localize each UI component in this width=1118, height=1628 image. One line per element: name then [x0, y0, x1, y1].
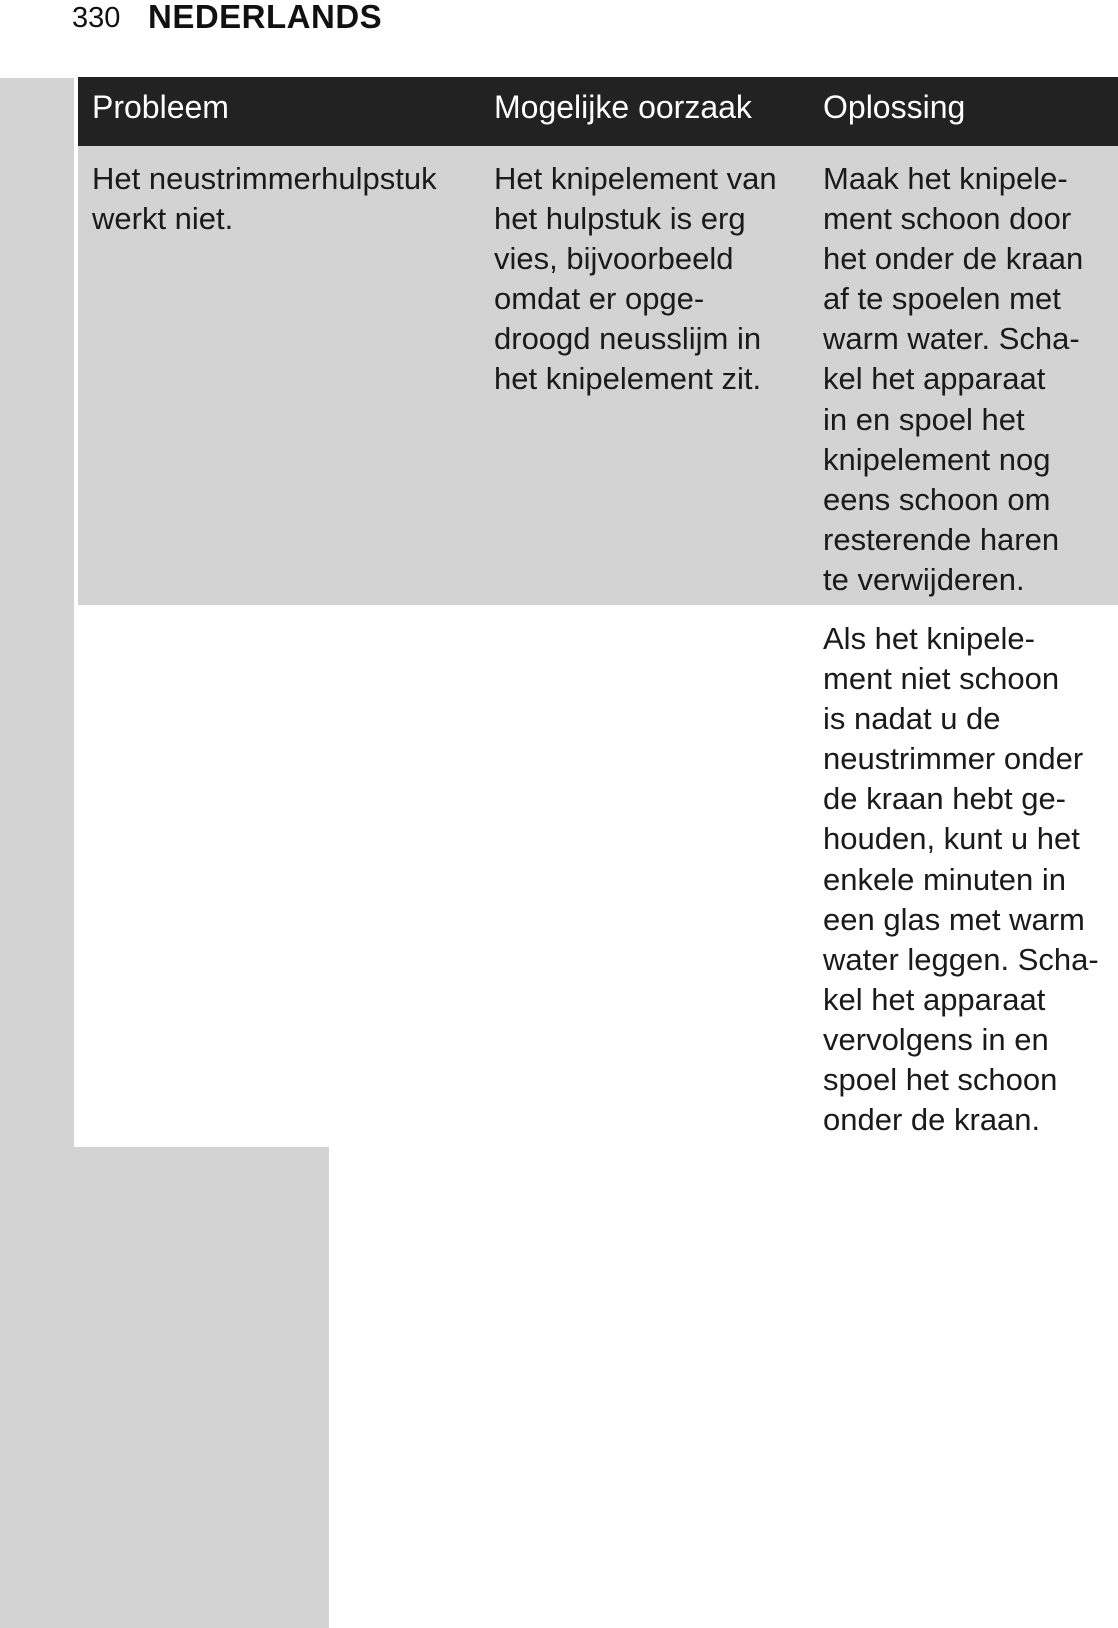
cell-oplossing: Maak het knipele- ment schoon door het onder de kraan af te spoelen met warm water. Scha- kel het apparaat in en spoel het knipelement nog eens schoon om resterende haren te verwijderen.: [823, 161, 1084, 597]
column-header-oplossing: Oplossing: [823, 89, 966, 125]
troubleshooting-table: [78, 77, 1118, 1147]
table-header-row: [78, 77, 1118, 146]
column-header-probleem: Probleem: [92, 89, 229, 125]
cell-oorzaak: Het knipelement van het hulpstuk is erg vies, bijvoorbeeld omdat er opge- droogd neusslijm in het knipelement zit.: [494, 161, 777, 397]
cell-probleem: Het neustrimmerhulpstuk werkt niet.: [92, 161, 437, 237]
table-row: [78, 146, 1118, 605]
section-title: NEDERLANDS: [148, 0, 383, 35]
lower-margin-panel: [0, 1147, 329, 1628]
table-row: [78, 605, 1118, 1147]
page-number: 330: [72, 2, 121, 34]
column-header-oorzaak: Mogelijke oorzaak: [494, 89, 752, 125]
cell-oplossing: Als het knipele- ment niet schoon is nadat u de neustrimmer onder de kraan hebt ge- houden, kunt u het enkele minuten in een glas met warm water leggen. Scha- kel het apparaat vervolgens in en spoel het schoon onder de kraan.: [823, 621, 1099, 1138]
